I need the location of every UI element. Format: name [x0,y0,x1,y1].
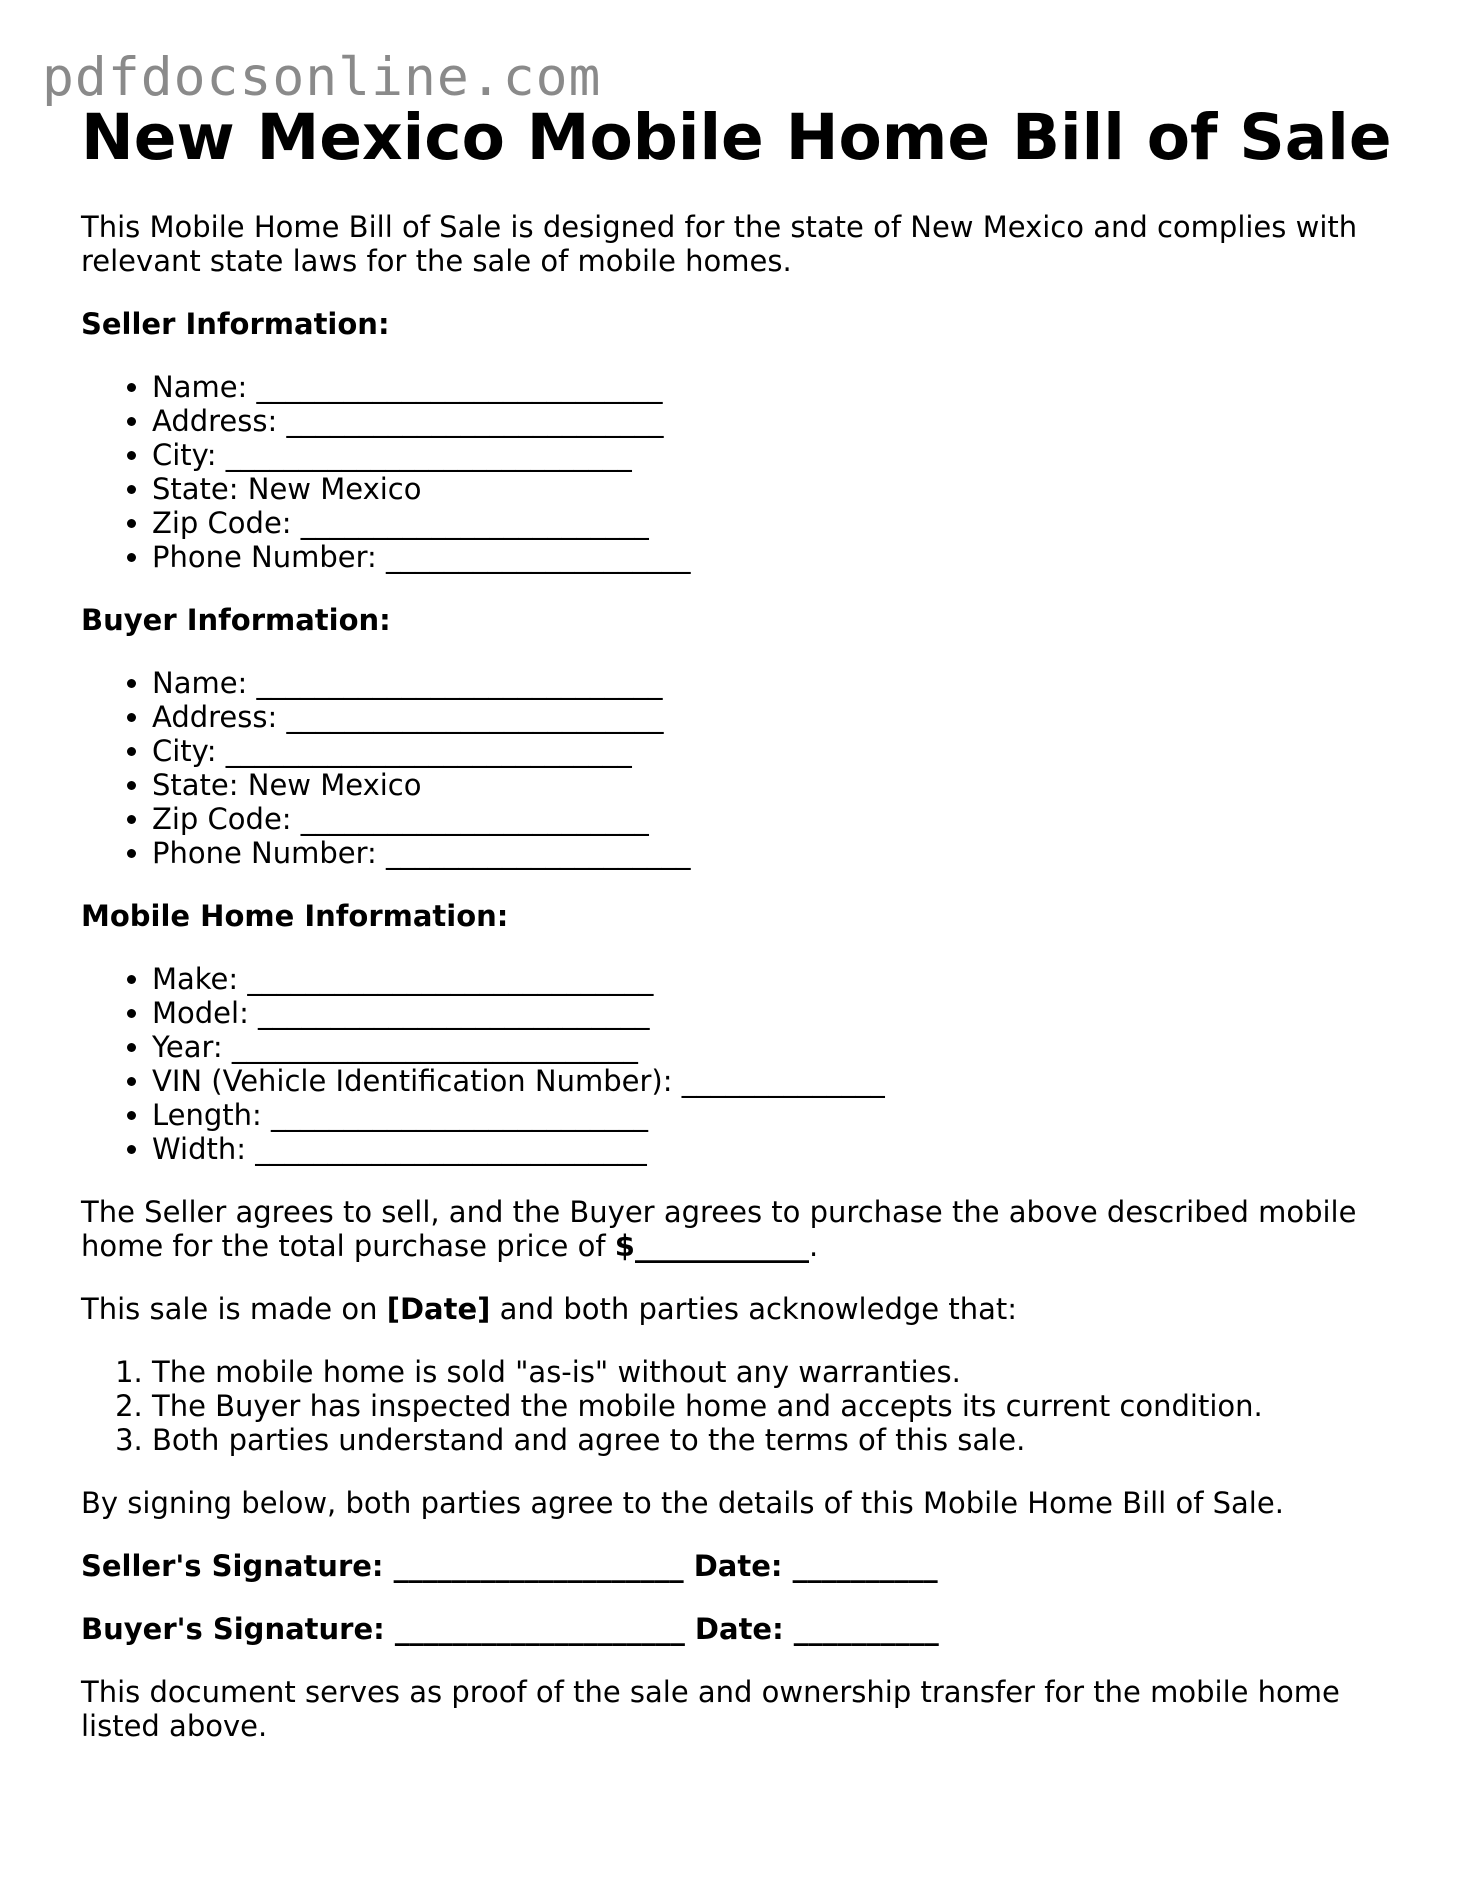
buyer-city-field[interactable]: • City: ____________________________ [152,734,1401,768]
closing-paragraph: This document serves as proof of the sale and ownership transfer for the mobile home listed above. [81,1675,1340,1743]
seller-heading: Seller Information: [81,307,390,341]
seller-fields [81,370,1401,574]
sale-date-text-after: and both parties acknowledge that: [490,1292,1017,1326]
buyer-zip-field[interactable]: • Zip Code: ________________________ [152,802,1401,836]
terms-list [81,1355,1401,1457]
term-item: 3. Both parties understand and agree to the terms of this sale. [152,1423,1401,1457]
sale-date-paragraph [81,1292,1401,1326]
agreement-paragraph [81,1195,1401,1263]
document-title: New Mexico Mobile Home Bill of Sale [81,101,1392,174]
year-field[interactable]: • Year: ____________________________ [152,1030,1401,1064]
seller-state-field: • State: New Mexico [152,472,1401,506]
term-item: 2. The Buyer has inspected the mobile home and accepts its current condition. [152,1389,1401,1423]
sale-date-text: This sale is made on [81,1292,387,1326]
document [81,100,1401,1743]
seller-zip-field[interactable]: • Zip Code: ________________________ [152,506,1401,540]
term-item: 1. The mobile home is sold "as-is" without any warranties. [152,1355,1401,1389]
mobile-home-fields [81,962,1401,1166]
width-field[interactable]: • Width: ___________________________ [152,1132,1401,1166]
buyer-address-field[interactable]: • Address: __________________________ [152,700,1401,734]
seller-phone-field[interactable]: • Phone Number: _____________________ [152,540,1401,574]
vin-field[interactable]: • VIN (Vehicle Identification Number): ______________ [152,1064,1401,1098]
buyer-state-field: • State: New Mexico [152,768,1401,802]
seller-signature-line[interactable]: Seller's Signature: ____________________ Date: __________ [81,1549,938,1583]
signing-statement: By signing below, both parties agree to the details of this Mobile Home Bill of Sale. [81,1486,1284,1520]
seller-city-field[interactable]: • City: ____________________________ [152,438,1401,472]
buyer-heading: Buyer Information: [81,603,391,637]
intro-paragraph: This Mobile Home Bill of Sale is designed for the state of New Mexico and complies with relevant state laws for the sale of mobile homes. [81,210,1358,278]
model-field[interactable]: • Model: ___________________________ [152,996,1401,1030]
mobile-home-heading: Mobile Home Information: [81,899,509,933]
purchase-price-field[interactable]: $____________ [614,1229,809,1263]
buyer-signature-line[interactable]: Buyer's Signature: ____________________ Date: __________ [81,1612,939,1646]
seller-name-field[interactable]: • Name: ____________________________ [152,370,1401,404]
seller-address-field[interactable]: • Address: __________________________ [152,404,1401,438]
length-field[interactable]: • Length: __________________________ [152,1098,1401,1132]
agreement-text: The Seller agrees to sell, and the Buyer agrees to purchase the above described mobile home for the total purchase price of [81,1195,1357,1263]
buyer-fields [81,666,1401,870]
sale-date-placeholder[interactable]: [Date] [386,1292,491,1326]
buyer-name-field[interactable]: • Name: ____________________________ [152,666,1401,700]
buyer-phone-field[interactable]: • Phone Number: _____________________ [152,836,1401,870]
make-field[interactable]: • Make: ____________________________ [152,962,1401,996]
agreement-period: . [808,1229,819,1263]
watermark: pdfdocsonline.com [42,47,602,108]
